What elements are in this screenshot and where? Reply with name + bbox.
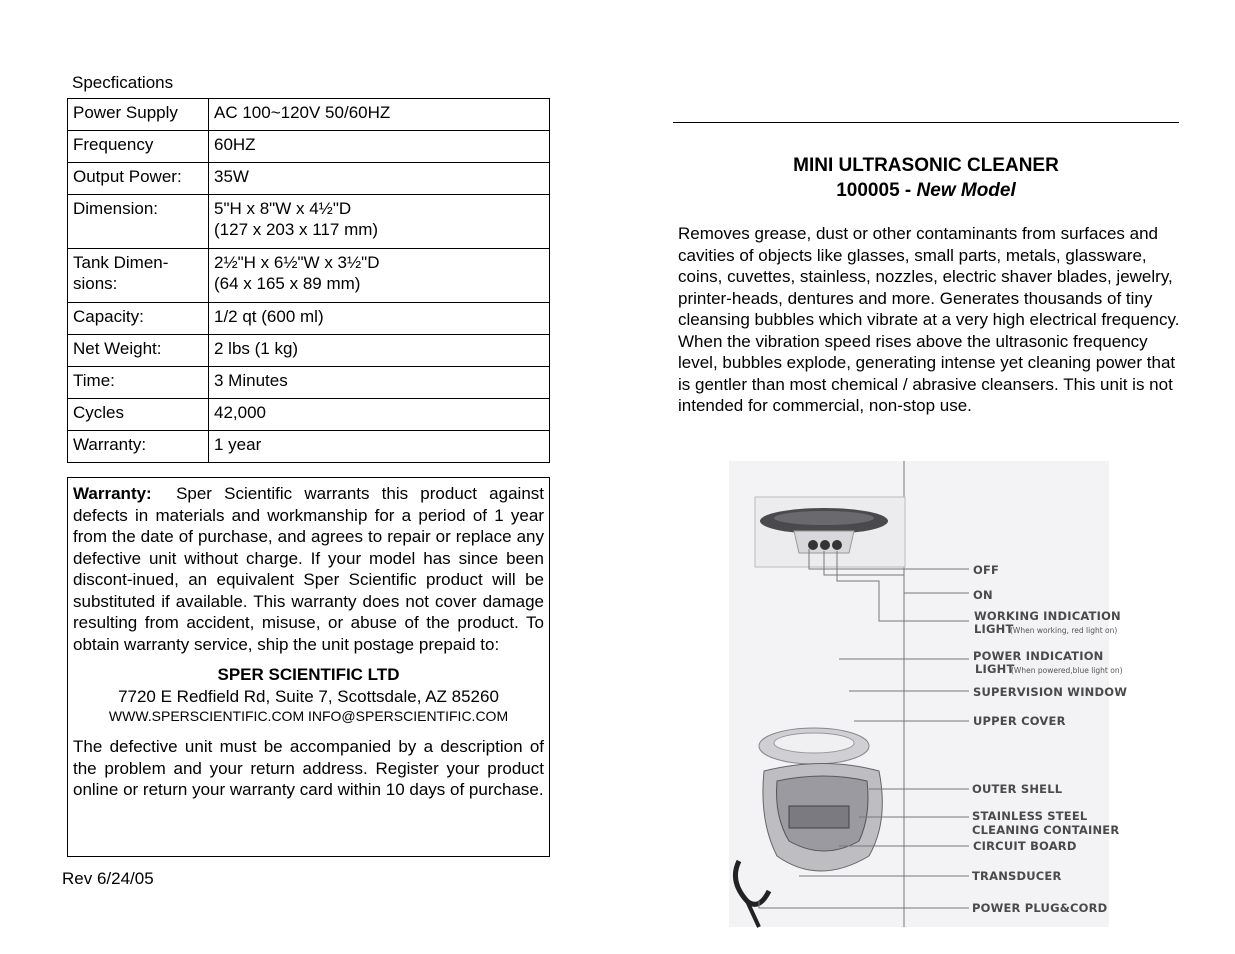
table-row <box>68 335 550 367</box>
label-working-light: LIGHT <box>974 622 1014 636</box>
specifications-heading: Specfications <box>72 73 174 92</box>
label-power-note: (When powered,blue light on) <box>1011 666 1123 675</box>
label-stainless-steel: STAINLESS STEEL <box>972 809 1088 823</box>
spec-value-metric: (127 x 203 x 117 mm) <box>214 220 379 239</box>
specifications-table <box>67 98 550 463</box>
divider-line <box>673 122 1179 123</box>
label-transducer: TRANSDUCER <box>972 869 1062 883</box>
lid-top-view-image <box>755 497 905 567</box>
spec-label: Power Supply <box>68 99 209 131</box>
spec-value: 2 lbs (1 kg) <box>209 335 550 367</box>
spec-value: 1/2 qt (600 ml) <box>209 303 550 335</box>
spec-label: Warranty: <box>68 431 209 463</box>
table-row <box>68 431 550 463</box>
company-contact: WWW.SPERSCIENTIFIC.COM INFO@SPERSCIENTIFIC.COM <box>108 708 509 724</box>
model-number: 100005 - <box>836 180 917 201</box>
label-supervision-window: SUPERVISION WINDOW <box>973 685 1128 699</box>
product-title: MINI ULTRASONIC CLEANER <box>793 155 1059 176</box>
spec-value-metric: (64 x 165 x 89 mm) <box>214 274 361 293</box>
defective-unit-text: The defective unit must be accompanied by a description of the problem and your return address. Register your product online or return your warranty card within 10 days of purchase. <box>73 737 544 799</box>
warranty-label: Warranty: <box>73 484 152 503</box>
spec-value: 60HZ <box>209 131 550 163</box>
product-description: Removes grease, dust or other contaminants from surfaces and cavities of objects like glasses, small parts, metals, glassware, coins, cuvettes, stainless, nozzles, electric shaver blades, jewelry, printer-heads, dentures and more. Generates thousands of tiny cleansing bubbles which vibrate at a very high electrical frequency. When the vibration speed rises above the ultrasonic frequency level, bubbles explode, generating intense yet cleaning power that is gentler than most chemical / abrasive cleansers. This unit is not intended for commercial, non-stop use. <box>678 224 1180 415</box>
spec-label: Net Weight: <box>68 335 209 367</box>
label-upper-cover: UPPER COVER <box>973 714 1066 728</box>
company-name: SPER SCIENTIFIC LTD <box>217 665 400 684</box>
warranty-paragraph <box>73 483 544 655</box>
table-row <box>68 303 550 335</box>
spec-value: 42,000 <box>209 399 550 431</box>
company-address: 7720 E Redfield Rd, Suite 7, Scottsdale, AZ 85260 <box>118 686 499 706</box>
spec-label: Frequency <box>68 131 209 163</box>
spec-label: Dimension: <box>68 195 209 249</box>
table-row <box>68 195 550 249</box>
label-circuit-board: CIRCUIT BOARD <box>973 839 1077 853</box>
table-row <box>68 399 550 431</box>
parts-diagram <box>729 461 1128 927</box>
table-row <box>68 249 550 303</box>
warranty-text: Sper Scientific warrants this product against defects in materials and workmanship for a period of 1 year from the date of purchase, and agrees to repair or replace any defective unit without charge. If your model has since been discont-inued, an equivalent Sper Scientific product will be substituted if available. This warranty does not cover damage resulting from accident, misuse, or abuse of the product. To obtain warranty service, ship the unit postage prepaid to: <box>73 484 544 654</box>
label-on: ON <box>973 588 993 602</box>
label-power-plug-cord: POWER PLUG&CORD <box>972 901 1108 915</box>
table-row <box>68 163 550 195</box>
spec-value-cell <box>209 249 550 303</box>
label-outer-shell: OUTER SHELL <box>972 782 1063 796</box>
spec-value: AC 100~120V 50/60HZ <box>209 99 550 131</box>
spec-label-cont: sions: <box>73 274 118 293</box>
label-cleaning-container: CLEANING CONTAINER <box>972 823 1120 837</box>
spec-value: 3 Minutes <box>209 367 550 399</box>
spec-label: Capacity: <box>68 303 209 335</box>
table-row <box>68 131 550 163</box>
label-working-indication: WORKING INDICATION <box>974 609 1121 623</box>
label-working-note: (When working, red light on) <box>1010 626 1118 635</box>
spec-value-cell <box>209 195 550 249</box>
warranty-box <box>67 477 550 857</box>
spec-label: Time: <box>68 367 209 399</box>
spec-value: 1 year <box>209 431 550 463</box>
label-power-indication: POWER INDICATION <box>973 649 1104 663</box>
spec-value: 35W <box>209 163 550 195</box>
product-model <box>673 178 1179 203</box>
spec-value: 5"H x 8"W x 4½"D <box>214 199 352 218</box>
label-power-light: LIGHT <box>975 662 1015 676</box>
table-row <box>68 99 550 131</box>
spec-label-cell <box>68 249 209 303</box>
spec-label: Tank Dimen- <box>73 253 169 272</box>
label-off: OFF <box>973 563 1000 577</box>
spec-label: Cycles <box>68 399 209 431</box>
revision-date: Rev 6/24/05 <box>62 869 154 888</box>
model-label: New Model <box>916 180 1016 201</box>
table-row <box>68 367 550 399</box>
spec-value: 2½"H x 6½"W x 3½"D <box>214 253 380 272</box>
spec-label: Output Power: <box>68 163 209 195</box>
